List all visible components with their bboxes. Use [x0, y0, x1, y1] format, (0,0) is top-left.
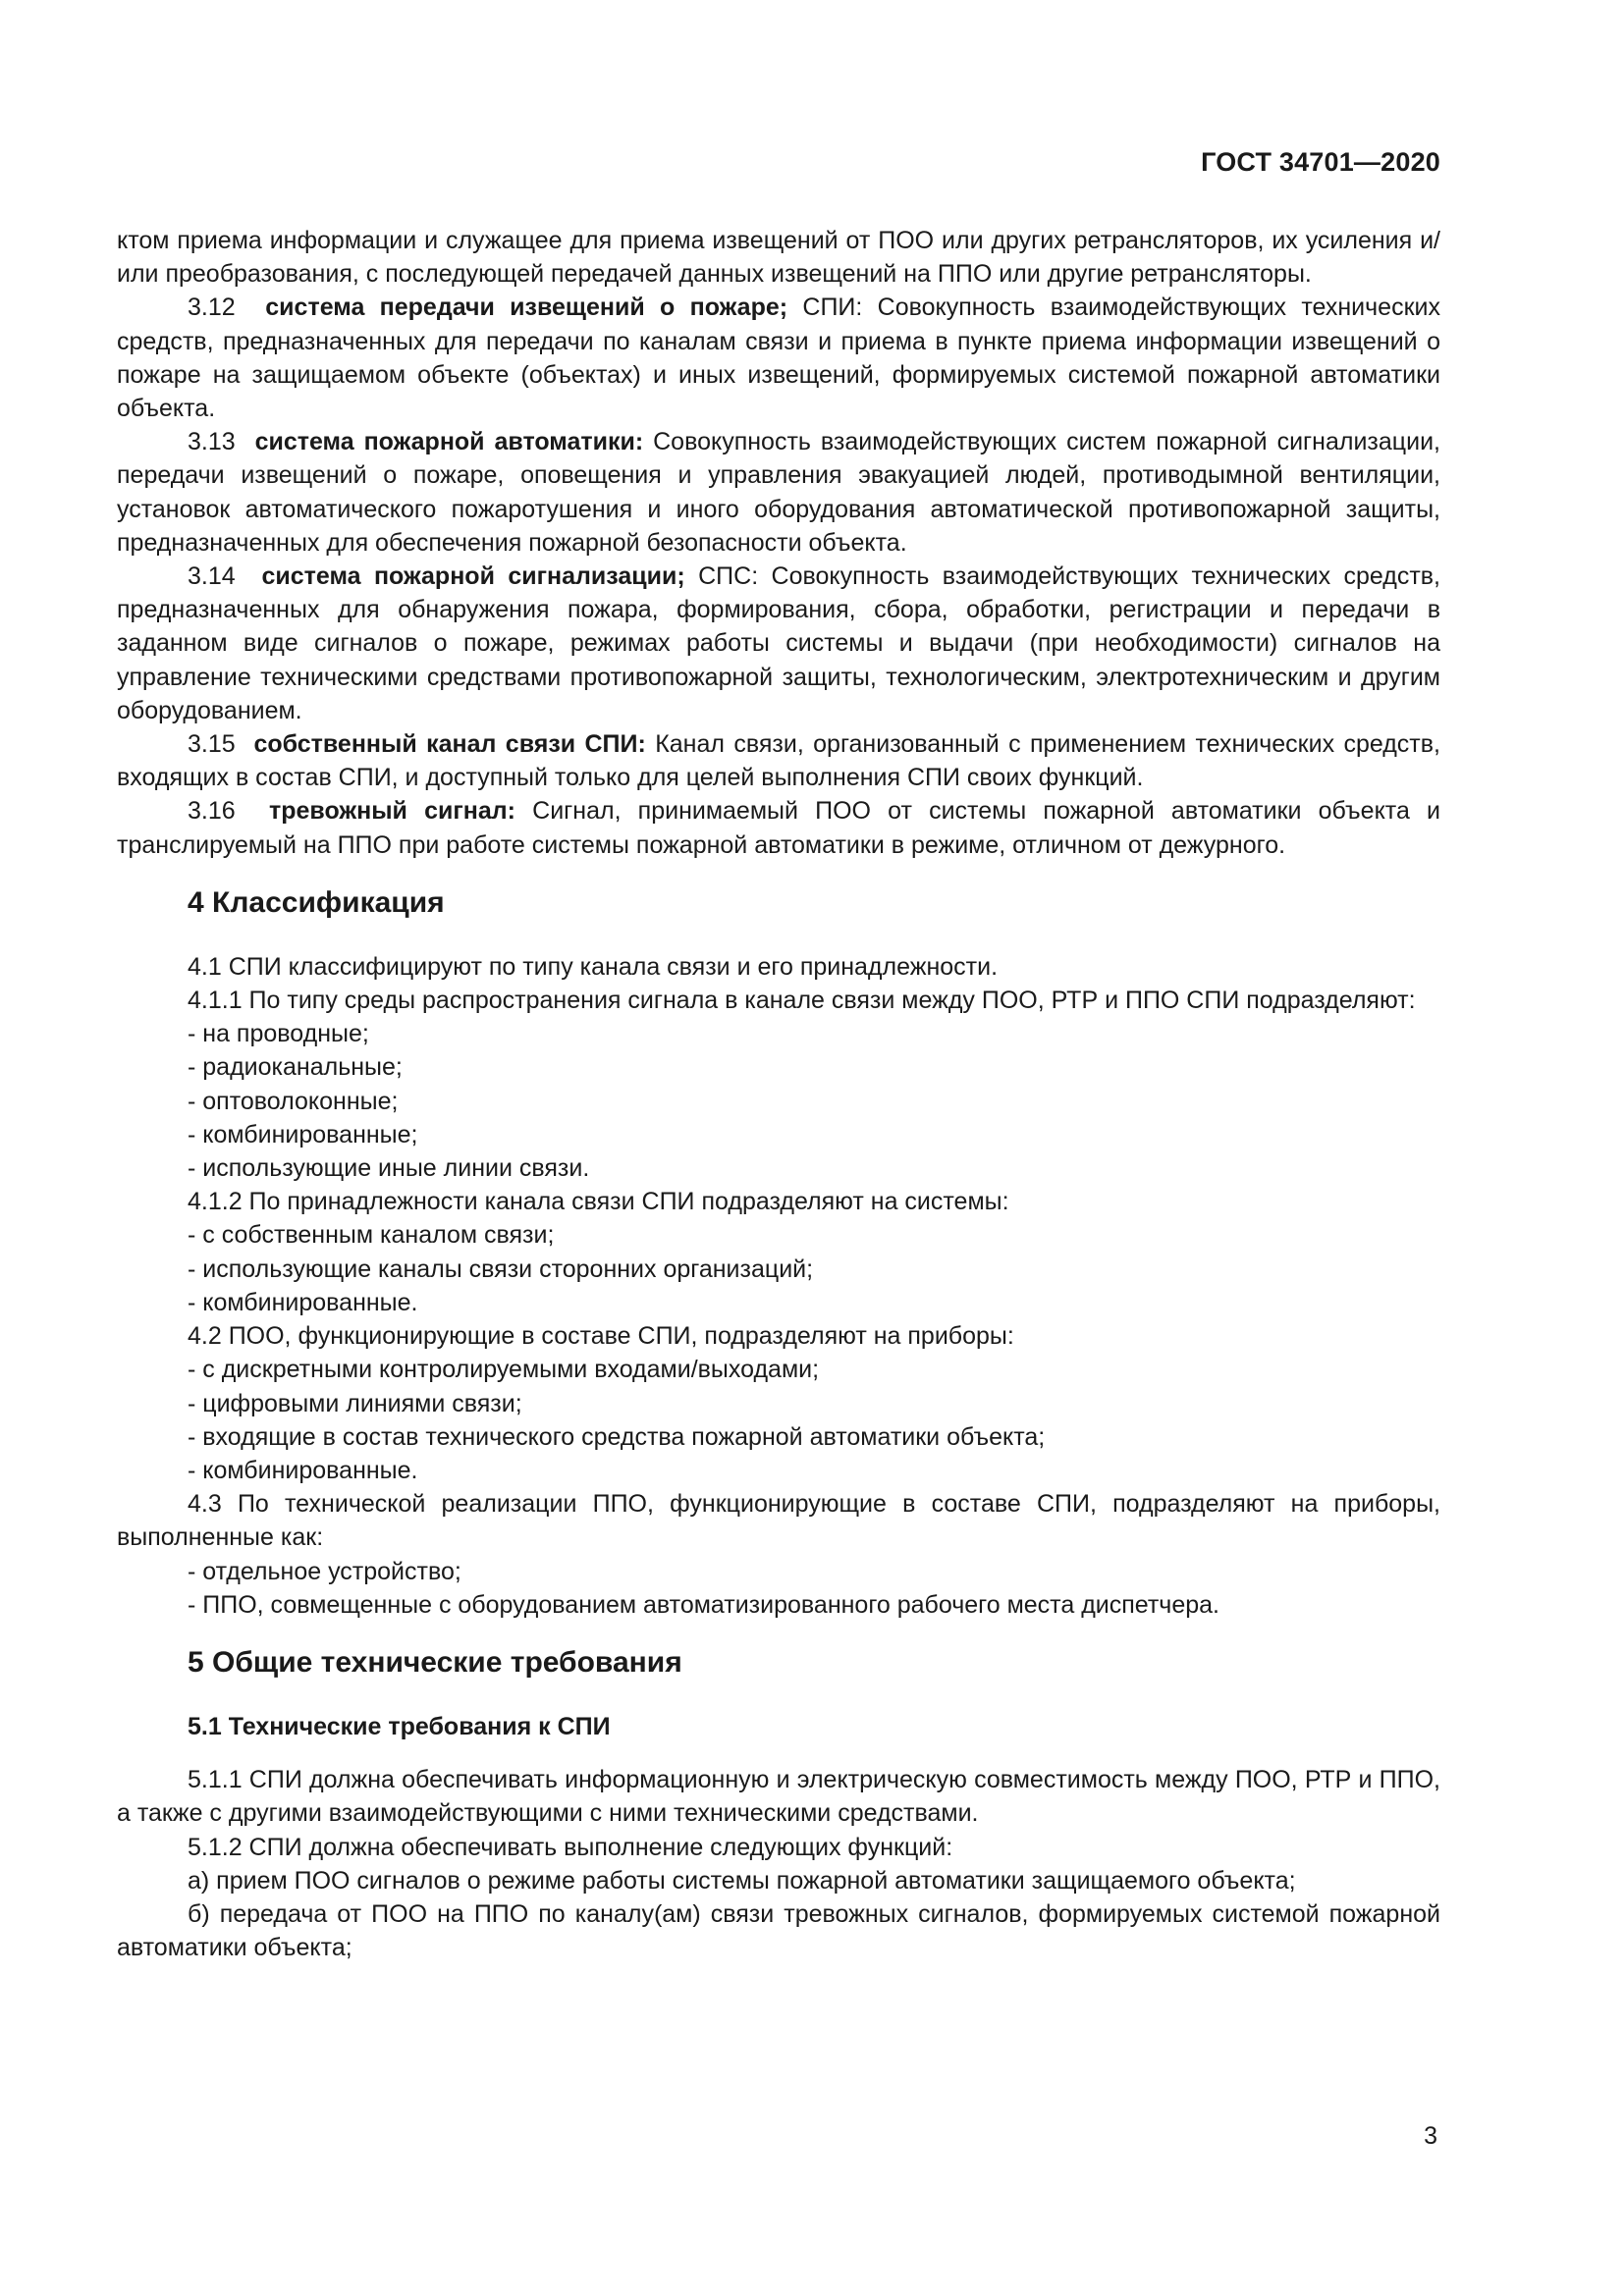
- list-item: - с собственным каналом связи;: [188, 1221, 555, 1250]
- list-item: - отдельное устройство;: [188, 1557, 461, 1585]
- clause-5-1-1: 5.1.1 СПИ должна обеспечивать информационную и электрическую совместимость между ПОО, РТР и ППО, а также с другими взаимодействующими с ними техническими средствами.: [117, 1766, 1440, 1828]
- page-number: 3: [1424, 2122, 1437, 2150]
- term-3-13: система пожарной автоматики:: [254, 428, 644, 456]
- term-3-14: система пожарной сигнализации;: [261, 562, 685, 591]
- definition-3-13: 3.13 система пожарной автоматики: Совокупность взаимодействующих систем пожарной сигнализации, передачи извещений о пожаре, оповещения и управления эвакуацией людей, противодымной вентиляции, установок автоматического пожаротушения и иного оборудования автоматической противопожарной защиты, предназначенных для обеспечения пожарной безопасности объекта.: [117, 428, 1440, 557]
- item-a: а) прием ПОО сигналов о режиме работы системы пожарной автоматики защищаемого объекта;: [188, 1866, 1296, 1895]
- term-3-16: тревожный сигнал:: [268, 797, 515, 826]
- term-3-12: система передачи извещений о пожаре;: [265, 294, 788, 322]
- list-item: - цифровыми линиями связи;: [188, 1389, 522, 1417]
- list-item: - входящие в состав технического средства пожарной автоматики объекта;: [188, 1422, 1046, 1451]
- clause-5-1-2: 5.1.2 СПИ должна обеспечивать выполнение следующих функций:: [188, 1833, 953, 1861]
- item-b: б) передача от ПОО на ППО по каналу(ам) связи тревожных сигналов, формируемых системой пожарной автоматики объекта;: [117, 1899, 1440, 1962]
- standard-header: ГОСТ 34701—2020: [1201, 147, 1440, 177]
- clause-4-3: 4.3 По технической реализации ППО, функционирующие в составе СПИ, подразделяют на приборы, выполненные как:: [117, 1490, 1440, 1552]
- clause-4-1: 4.1 СПИ классифицируют по типу канала связи и его принадлежности.: [188, 952, 999, 981]
- list-item: - использующие иные линии связи.: [188, 1154, 590, 1183]
- term-3-15: собственный канал связи СПИ:: [253, 730, 646, 759]
- paragraph-continued: ктом приема информации и служащее для приема извещений от ПОО или других ретрансляторов, их усиления и/или преобразования, с последующей передачей данных извещений на ППО или другие ретрансляторы.: [117, 227, 1440, 289]
- list-item: - использующие каналы связи сторонних организаций;: [188, 1255, 814, 1283]
- subsection-5-1-heading: 5.1 Технические требования к СПИ: [188, 1712, 611, 1740]
- definition-3-14: 3.14 система пожарной сигнализации; СПС: Совокупность взаимодействующих технических средств, предназначенных для обнаружения пожара, формирования, сбора, обработки, регистрации и передачи в заданном виде сигналов о пожаре, режимах работы системы и выдачи (при необходимости) сигналов на управление техническими средствами противопожарной защиты, технологическим, электротехническим и другим оборудованием.: [117, 562, 1441, 724]
- list-item: - комбинированные.: [188, 1456, 418, 1484]
- clause-4-1-1: 4.1.1 По типу среды распространения сигнала в канале связи между ПОО, РТР и ППО СПИ подразделяют:: [188, 987, 1416, 1015]
- list-item: - комбинированные;: [188, 1120, 418, 1148]
- list-item: - оптоволоконные;: [188, 1087, 399, 1115]
- list-item: - с дискретными контролируемыми входами/выходами;: [188, 1356, 820, 1384]
- definition-3-12: 3.12 система передачи извещений о пожаре; СПИ: Совокупность взаимодействующих технических средств, предназначенных для передачи по каналам связи и приема в пункте приема информации извещений о пожаре на защищаемом объекте (объектах) и иных извещений, формируемых системой пожарной автоматики объекта.: [117, 294, 1440, 423]
- clause-4-1-2: 4.1.2 По принадлежности канала связи СПИ подразделяют на системы:: [188, 1188, 1009, 1216]
- list-item: - на проводные;: [188, 1020, 369, 1048]
- list-item: - комбинированные.: [188, 1288, 418, 1316]
- clause-4-2: 4.2 ПОО, функционирующие в составе СПИ, подразделяют на приборы:: [188, 1322, 1014, 1351]
- section-4-heading: 4 Классификация: [188, 885, 445, 919]
- document-body: [117, 224, 1440, 1964]
- definition-3-15: 3.15 собственный канал связи СПИ: Канал связи, организованный с применением технических средств, входящих в состав СПИ, и доступный только для целей выполнения СПИ своих функций.: [117, 730, 1440, 792]
- definition-3-16: 3.16 тревожный сигнал: Сигнал, принимаемый ПОО от системы пожарной автоматики объекта и транслируемый на ППО при работе системы пожарной автоматики в режиме, отличном от дежурного.: [117, 797, 1440, 859]
- section-5-heading: 5 Общие технические требования: [188, 1645, 682, 1679]
- list-item: - радиоканальные;: [188, 1053, 403, 1082]
- list-item: - ППО, совмещенные с оборудованием автоматизированного рабочего места диспетчера.: [188, 1590, 1219, 1619]
